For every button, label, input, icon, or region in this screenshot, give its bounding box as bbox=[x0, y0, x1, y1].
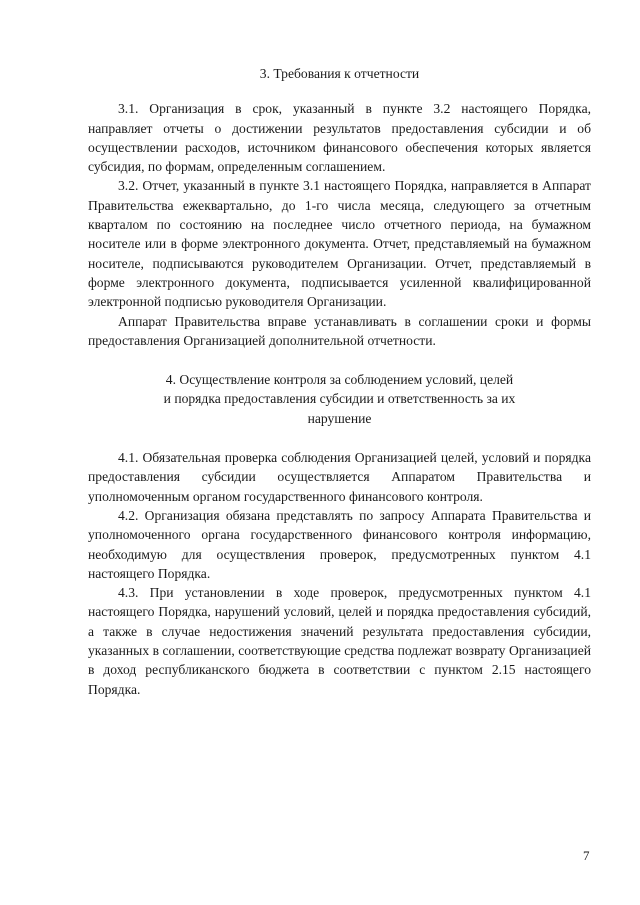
section-4-heading bbox=[88, 370, 591, 428]
paragraph-3-3: Аппарат Правительства вправе устанавливать в соглашении сроки и формы предоставления Организацией дополнительной отчетности. bbox=[88, 313, 591, 348]
page-number: 7 bbox=[583, 848, 590, 863]
paragraph-4-3: 4.3. При установлении в ходе проверок, предусмотренных пунктом 4.1 настоящего Порядка, нарушений условий, целей и порядка предоставления субсидий, а также в случае недостижения значений результата предоставления субсидии, указанных в соглашении, соответствующие средства подлежат возврату Организацией в доход республиканского бюджета в соответствии с пунктом 2.15 настоящего Порядка. bbox=[88, 585, 591, 697]
section-4-heading-line-1: 4. Осуществление контроля за соблюдением условий, целей bbox=[165, 372, 514, 388]
paragraph-4-1: 4.1. Обязательная проверка соблюдения Организацией целей, условий и порядка предоставления субсидии осуществляется Аппаратом Правительства и уполномоченным органом государственного финансового контроля. bbox=[88, 450, 591, 504]
paragraph-4-2: 4.2. Организация обязана представлять по запросу Аппарата Правительства и уполномоченного органа государственного финансового контроля информацию, необходимую для осуществления проверок, предусмотренных пунктом 4.1 настоящего Порядка. bbox=[88, 507, 591, 581]
paragraph-3-1: 3.1. Организация в срок, указанный в пункте 3.2 настоящего Порядка, направляет отчеты о достижении результатов предоставления субсидии и об осуществлении расходов, источником финансового обеспечения которых является субсидия, по формам, определенным соглашением. bbox=[88, 101, 591, 175]
document-page bbox=[88, 64, 591, 699]
section-4-heading-line-3: нарушение bbox=[307, 410, 372, 426]
paragraph-3-2: 3.2. Отчет, указанный в пункте 3.1 настоящего Порядка, направляется в Аппарат Правительства ежеквартально, до 1-го числа месяца, следующего за отчетным кварталом по состоянию на последнее число отчетного периода, на бумажном носителе или в форме электронного документа. Отчет, представляемый на бумажном носителе, подписываются руководителем Организации. Отчет, представляемый в форме электронного документа, подписывается усиленной квалифицированной электронной подписью руководителя Организации. bbox=[88, 178, 591, 310]
section-4-heading-line-2: и порядка предоставления субсидии и ответственность за их bbox=[163, 391, 516, 407]
section-3-heading: 3. Требования к отчетности bbox=[259, 66, 420, 81]
